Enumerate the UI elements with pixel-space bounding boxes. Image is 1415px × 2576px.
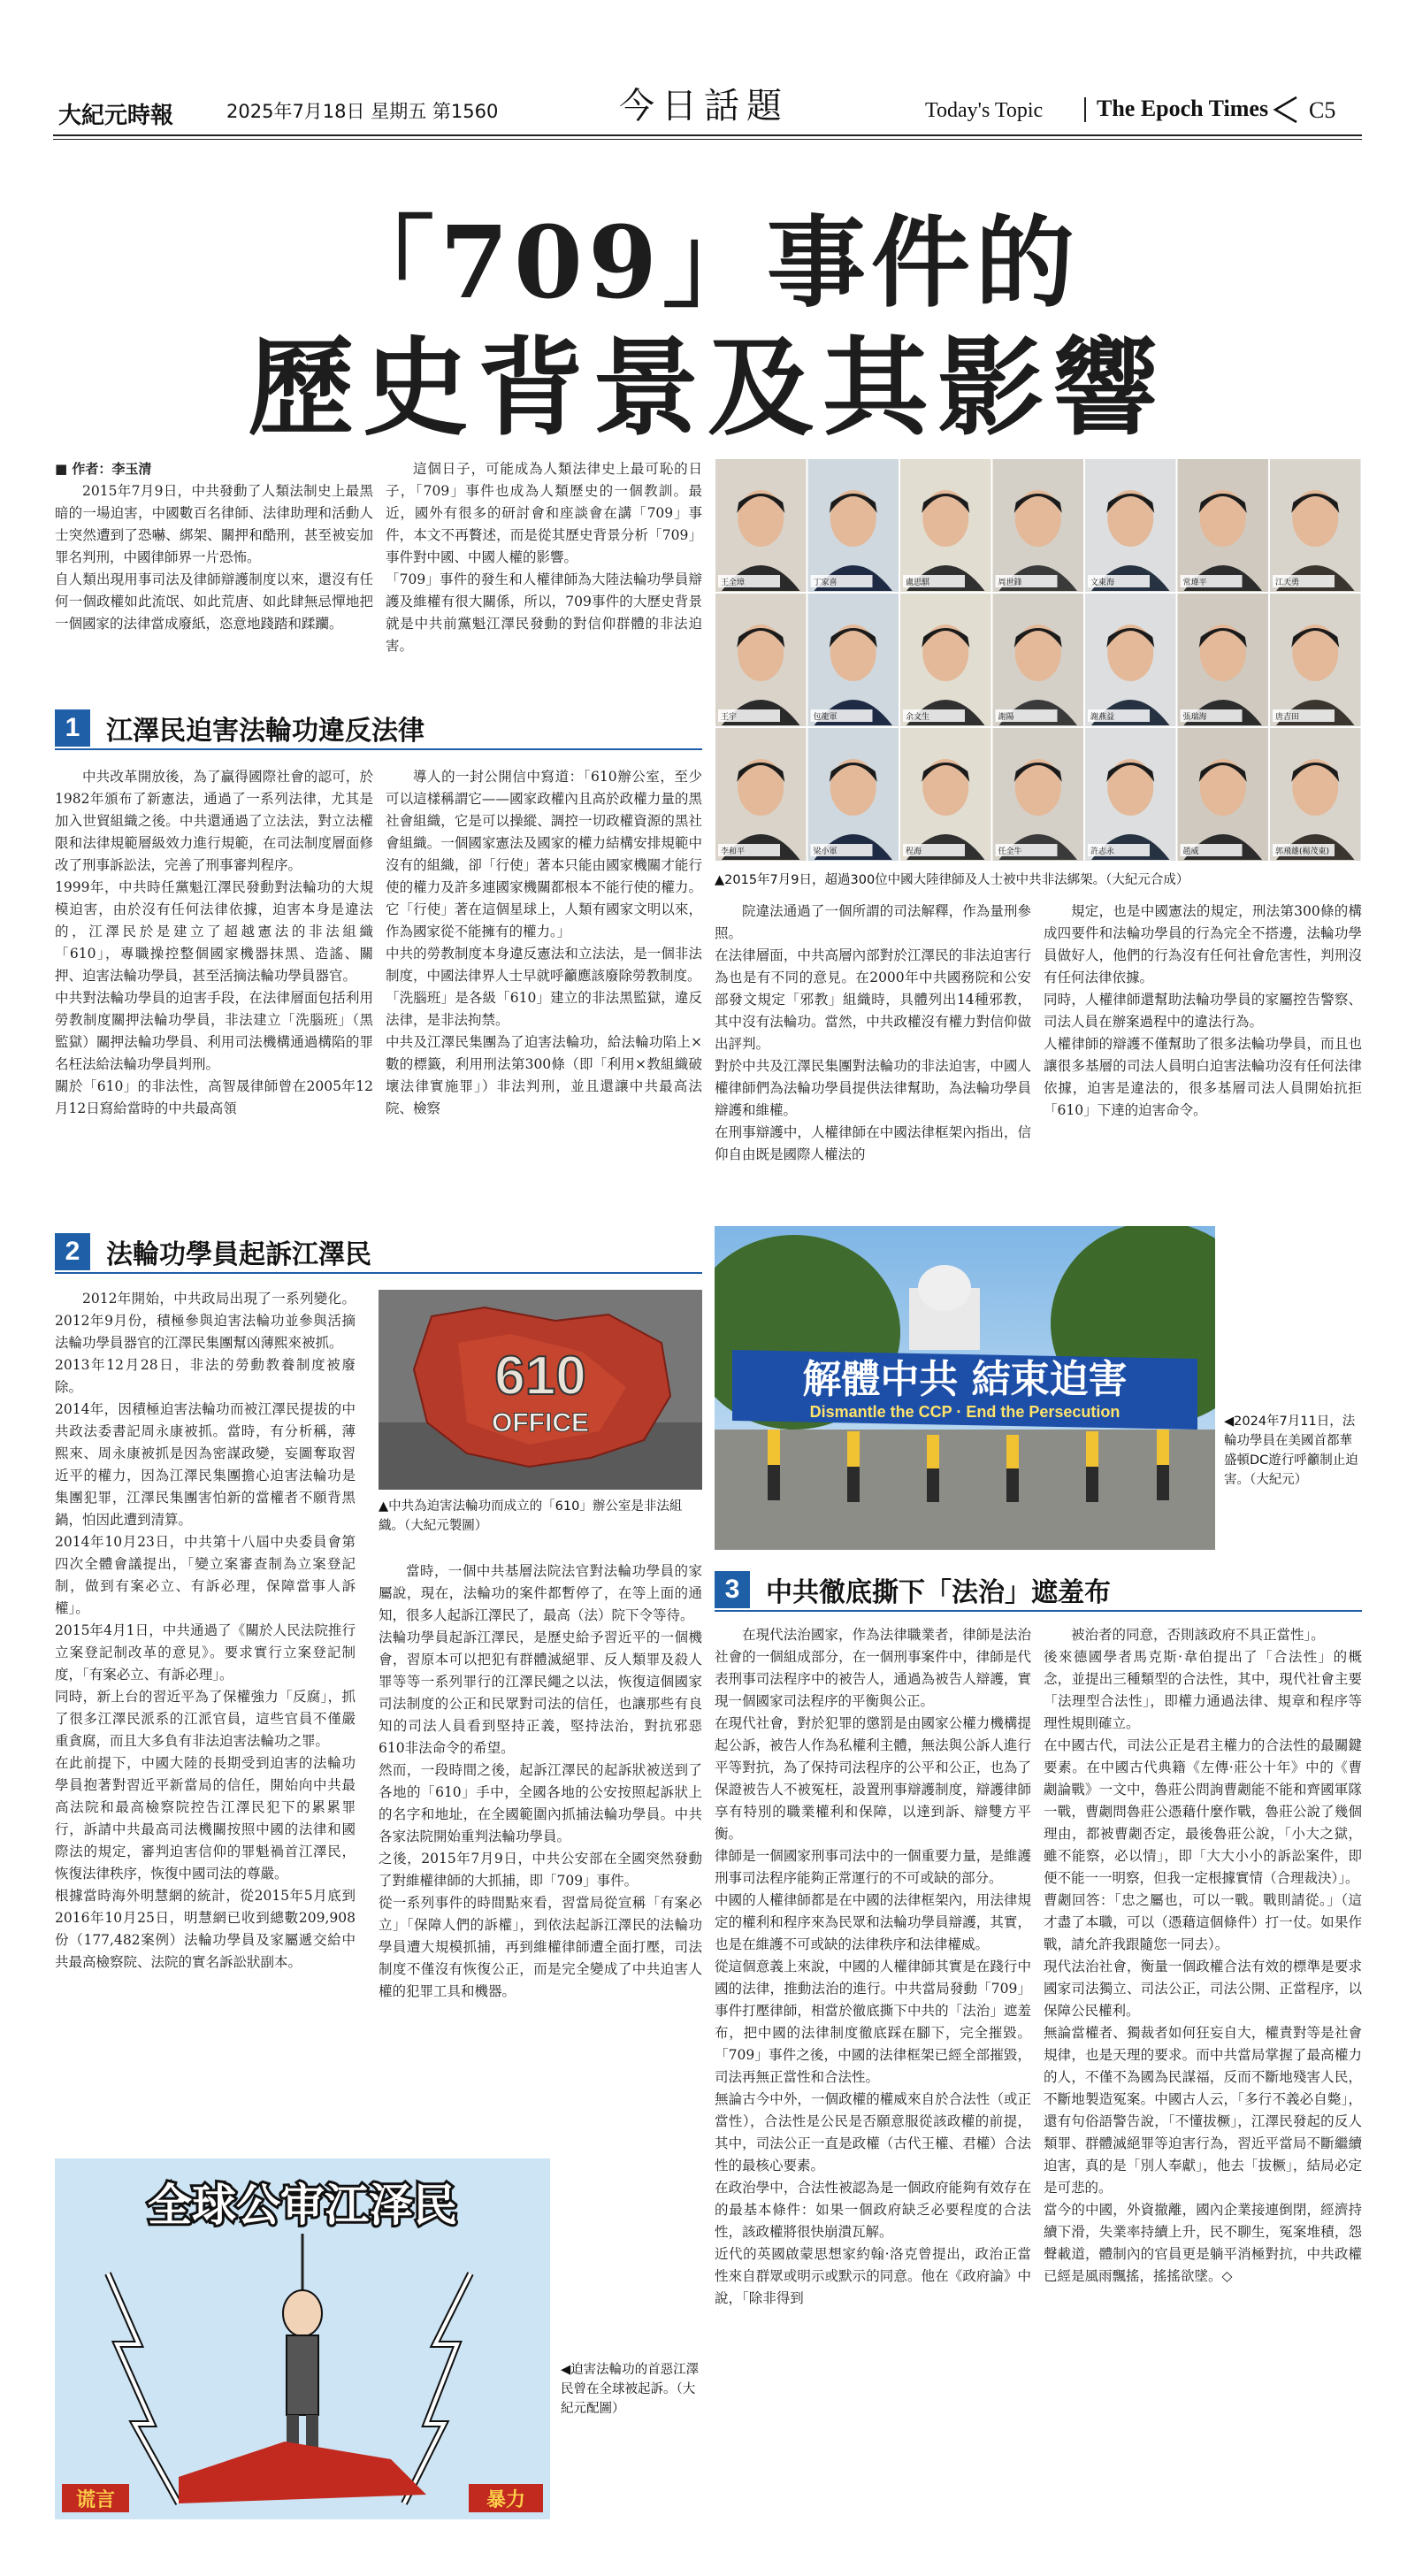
headline-line1: 「709」事件的 [335, 205, 1080, 321]
section1-text-2: 導人的一封公開信中寫道：「610辦公室，至少可以這樣稱謂它——國家政權內且高於政權力量的黑社會組織，它是可以操縱、調控一切政權資源的黑社會組織。一個國家憲法及國家的權力結構安排規範中沒有的組織，卻「行使」著本只能由國家機關才能行使的權力及許多連國家機關都根本不能行使的權力。它「行使」著在這個星球上，人類有國家文明以來，作為國家從不能擁有的權力。」 中共的勞教制度本身違反憲法和立法法，是一個非法制度，中國法律界人士早就呼籲應該廢除勞教制度。 「洗腦班」是各級「610」建立的非法黑監獄，違反法律，是非法拘禁。 中共及江澤民集團為了迫害法輪功，給法輪功陷上×數的標籤，利用刑法第300條（即「利用×教組織破壞法律實施罪」）非法判刑，並且還讓中共最高法院、檢察 [386, 769, 702, 1116]
section1-col4 [1044, 901, 1362, 1122]
portrait-2 [808, 459, 899, 592]
section1-text-4: 規定，也是中國憲法的規定，刑法第300條的構成四要件和法輪功學員的行為完全不搭邊，法輪功學員做好人，他們的行為沒有任何社會危害性，判刑沒有任何法律依據。 同時，人權律師還幫助法輪功學員的家屬控告警察、司法人員在辦案過程中的違法行為。 人權律師的辯護不僅幫助了很多法輪功學員，而且也讓很多基層的司法人員明白迫害法輪功沒有任何法律依據，迫害是違法的，很多基層司法人員開始抗拒「610」下達的迫害命令。 [1044, 903, 1362, 1118]
trial-cartoon [55, 2158, 550, 2519]
section3-col1 [715, 1624, 1031, 2310]
portrait-14 [1270, 594, 1361, 726]
section3-number: 3 [715, 1571, 750, 1608]
section3-header [715, 1569, 1362, 1612]
portrait-name: 張瑞海 [1182, 713, 1207, 722]
intro-text-2: 這個日子，可能成為人類法律史上最可恥的日子，「709」事件也成為人類歷史的一個教訓。最近，國外有很多的研討會和座談會在講「709」事件，本文不再贅述，而是從其歷史背景分析「709」事件對中國、中國人權的影響。 「709」事件的發生和人權律師為大陸法輪功學員辯護及維權有很大關係，所以，709事件的大歷史背景就是中共前黨魁江澤民發動的對信仰群體的非法迫害。 [386, 461, 702, 654]
section3-text-1: 在現代法治國家，作為法律職業者，律師是法治社會的一個組成部分，在一個刑事案件中，律師是代表刑事司法程序中的被告人，通過為被告人辯護，實現一個國家司法程序的平衡與公正。 在現代社會，對於犯罪的懲罰是由國家公權力機構提起公訴，被告人作為私權利主體，無法與公訴人進行平等對抗，為了保持司法程序的公平和公正，也為了保證被告人不被冤枉，設置刑事辯護制度，辯護律師享有特別的職業權利和保障，以達到訴、辯雙方平衡。 律師是一個國家刑事司法中的一個重要力量，是維護刑事司法程序能夠正常運行的不可或缺的部分。 中國的人權律師都是在中國的法律框架內，用法律規定的權利和程序來為民眾和法輪功學員辯護，其實，也是在維護不可或缺的法律秩序和法律權威。 從這個意義上來說，中國的人權律師其實是在踐行中國的法律，推動法治的進行。中共當局發動「709」事件打壓律師，相當於徹底撕下中共的「法治」遮羞布，把中國的法律制度徹底踩在腳下，完全摧毀。「709」事件之後，中國的法律框架已經全部摧毀，司法再無正當性和合法性。 無論古今中外，一個政權的權威來自於合法性（或正當性），合法性是公民是否願意服從該政權的前提，其中，司法公正一直是政權（古代王權、君權）合法性的最核心要素。 在政治學中，合法性被認為是一個政府能夠有效存在的最基本條件：如果一個政府缺乏必要程度的合法性，該政權將很快崩潰瓦解。 近代的英國啟蒙思想家約翰·洛克曾提出，政治正當性來自群眾或明示或默示的同意。他在《政府論》中說，「除非得到 [715, 1627, 1031, 2306]
lawyers-photo-grid [715, 458, 1362, 863]
section3-col2 [1044, 1624, 1362, 2288]
parade-banner-text: 解體中共 結束迫害 [802, 1357, 1128, 1402]
portrait-21 [1270, 728, 1361, 861]
portrait-1 [715, 459, 807, 592]
portrait-name: 程海 [906, 847, 922, 856]
lawyers-portraits [715, 458, 1362, 863]
section1-col2 [386, 766, 702, 1120]
office-610-image [379, 1290, 702, 1490]
portrait-4 [993, 459, 1084, 592]
portrait-15 [715, 728, 807, 861]
parade-photo [715, 1226, 1215, 1550]
portrait-name: 丁家喜 [813, 579, 838, 587]
section1-title: 江澤民迫害法輪功違反法律 [106, 716, 424, 747]
cartoon-headline: 全球公审江泽民 [148, 2180, 457, 2231]
portrait-9 [808, 594, 899, 726]
section2-header [55, 1231, 702, 1274]
portrait-name: 余文生 [906, 713, 930, 722]
page-number: C5 [1309, 97, 1336, 123]
intro-col2 [386, 458, 702, 657]
author-byline: ■ 作者：李玉清 [55, 461, 152, 477]
cartoon-label-left: 谎言 [75, 2489, 116, 2511]
chevron-left-icon [1270, 94, 1300, 129]
portrait-name: 許志永 [1090, 847, 1115, 856]
cartoon-caption: ◀迫害法輪功的首惡江澤民曾在全球被起訴。（大紀元配圖） [561, 2363, 700, 2416]
section2-text-1: 2012年開始，中共政局出現了一系列變化。2012年9月份，積極參與迫害法輪功並參與活摘法輪功學員器官的江澤民集團幫凶薄熙來被抓。 2013年12月28日，非法的勞動教養制度被廢除。 2014年，因積極迫害法輪功而被江澤民提拔的中共政法委書記周永康被抓。當時，有分析稱，薄熙來、周永康被抓是因為密謀政變，妄圖奪取習近平的權力，因為江澤民集團擔心迫害法輪功是集團犯罪，江澤民集團害怕新的當權者不願背黑鍋，怕因此遭到清算。 2014年10月23日，中共第十八屆中央委員會第四次全體會議提出，「變立案審查制為立案登記制，做到有案必立、有訴必理，保障當事人訴權」。 2015年4月1日，中共通過了《關於人民法院推行立案登記制改革的意見》。要求實行立案登記制度，「有案必立、有訴必理」。 同時，新上台的習近平為了保權強力「反腐」，抓了很多江澤民派系的江派官員，這些官員不僅嚴重貪腐，而且大多負有非法迫害法輪功之罪。 在此前提下，中國大陸的長期受到迫害的法輪功學員抱著對習近平新當局的信任，開始向中共最高法院和最高檢察院控告江澤民犯下的累累罪行，訴請中共最高司法機關按照中國的法律和國際法的規定，審判迫害信仰的罪魁禍首江澤民，恢復法律秩序，恢復中國司法的尊嚴。 根據當時海外明慧網的統計，從2015年5月底到2016年10月25日，明慧網已收到總數209,908份（177,482案例）法輪功學員及家屬遞交給中共最高檢察院、法院的實名訴訟狀副本。 [55, 1291, 356, 1970]
portrait-8 [715, 594, 807, 726]
headline-line2: 歷史背景及其影響 [248, 326, 1167, 450]
section2-col2 [379, 1560, 702, 2003]
section1-number: 1 [55, 709, 90, 747]
portrait-name: 盧思騏 [906, 579, 930, 587]
paper-name: 大紀元時報 [58, 103, 174, 129]
portrait-6 [1178, 459, 1269, 592]
portrait-name: 梁小軍 [813, 847, 838, 856]
portrait-name: 任全牛 [998, 847, 1022, 856]
portrait-name: 謝陽 [998, 713, 1014, 722]
portrait-name: 謝燕益 [1090, 713, 1115, 722]
portrait-name: 常瑋平 [1182, 579, 1207, 587]
section1-text-1: 中共改革開放後，為了贏得國際社會的認可，於1982年頒布了新憲法，通過了一系列法律，尤其是加入世貿組織之後。中共還通過了立法法，對立法權限和法律規範層級效力進行規範，在司法制度層面修改了刑事訴訟法，完善了刑事審判程序。 1999年，中共時任黨魁江澤民發動對法輪功的大規模迫害，由於沒有任何法律依據，迫害本身是違法的，江澤民於是建立了超越憲法的非法組織「610」，專職操控整個國家機器抹黑、造謠、關押、迫害法輪功學員，甚至活摘法輪功學員器官。 中共對法輪功學員的迫害手段，在法律層面包括利用勞教制度關押法輪功學員，非法建立「洗腦班」（黑監獄）關押法輪功學員、利用司法機構通過構陷的罪名枉法給法輪功學員判刑。 關於「610」的非法性，高智晟律師曾在2005年12月12日寫給當時的中共最高領 [55, 769, 373, 1116]
masthead-divider [1084, 97, 1086, 122]
portrait-16 [808, 728, 899, 861]
section-label: 今日話題 [619, 86, 789, 126]
masthead-rule-thin [53, 139, 1362, 140]
section1-header [55, 708, 702, 750]
section1-text-3: 院違法通過了一個所謂的司法解釋，作為量刑參照。 在法律層面，中共高層內部對於江澤民的非法迫害行為也是有不同的意見。在2000年中共國務院和公安部發文規定「邪教」組織時，具體列出14種邪教，其中沒有法輪功。當然，中共政權沒有權力對信仰做出評判。 對於中共及江澤民集團對法輪功的非法迫害，中國人權律師們為法輪功學員提供法律幫助，為法輪功學員辯護和維權。 在刑事辯護中，人權律師在中國法律框架內指出，信仰自由既是國際人權法的 [715, 903, 1031, 1162]
sign-610: 610 [494, 1346, 586, 1407]
section3-text-2: 被治者的同意，否則該政府不具正當性」。 後來德國學者馬克斯·韋伯提出了「合法性」的概念，並提出三種類型的合法性，其中，現代社會主要「法理型合法性」，即權力通過法律、規章和程序等理性規則確立。 在中國古代，司法公正是君主權力的合法性的最關鍵要素。在中國古代典籍《左傳·莊公十年》中的《曹劌論戰》一文中，魯莊公問詢曹劌能不能和齊國軍隊一戰，曹劌問魯莊公憑藉什麼作戰，魯莊公說了幾個理由，都被曹劌否定，最後魯莊公說，「小大之獄，雖不能察，必以情」，即「大大小小的訴訟案件，即便不能一一明察，但我一定根據實情（合理裁決）」。 曹劌回答：「忠之屬也，可以一戰。戰則請從。」（這才盡了本職，可以（憑藉這個條件）打一仗。如果作戰，請允許我跟隨您一同去）。 現代法治社會，衡量一個政權合法有效的標準是要求國家司法獨立、司法公正，司法公開、正當程序，以保障公民權利。 無論當權者、獨裁者如何狂妄自大，權責對等是社會規律，也是天理的要求。而中共當局掌握了最高權力的人，不僅不為國為民謀福，反而不斷地殘害人民，不斷地製造冤案。中國古人云，「多行不義必自斃」，還有句俗語警告說，「不懂拔橛」，江澤民發起的反人類罪、群體滅絕罪等迫害行為，習近平當局不斷繼續迫害，真的是「別人奉獻」，他去「拔橛」，結局必定是可悲的。 當今的中國，外資撤離，國內企業接連倒閉，經濟持續下滑，失業率持續上升，民不聊生，冤案堆積，怨聲載道，體制內的官員更是躺平消極對抗，中共政權已經是風雨飄搖，搖搖欲墜。◇ [1044, 1627, 1362, 2284]
section2-title: 法輪功學員起訴江澤民 [106, 1239, 371, 1270]
portrait-7 [1270, 459, 1361, 592]
office-610-caption: ▲中共為迫害法輪功而成立的「610」辦公室是非法組織。（大紀元製圖） [379, 1499, 683, 1533]
issue-date: 2025年7月18日 星期五 第1560 [226, 101, 499, 122]
cartoon-label-right: 暴力 [486, 2489, 526, 2511]
portrait-5 [1085, 459, 1176, 592]
parade-banner-sub: Dismantle the CCP · End the Persecution [809, 1403, 1121, 1421]
masthead-rule [53, 134, 1362, 136]
portrait-name: 郭飛雄(楊茂東) [1275, 847, 1330, 856]
section2-number: 2 [55, 1233, 90, 1270]
portrait-11 [993, 594, 1084, 726]
portrait-17 [900, 728, 991, 861]
portrait-18 [993, 728, 1084, 861]
portrait-19 [1085, 728, 1176, 861]
portrait-name: 李和平 [721, 847, 746, 856]
portrait-name: 王全璋 [721, 579, 746, 587]
sign-office: OFFICE [492, 1408, 589, 1438]
portrait-name: 周世鋒 [998, 579, 1022, 587]
portrait-3 [900, 459, 991, 592]
portrait-13 [1178, 594, 1269, 726]
intro-col1 [55, 458, 373, 635]
parade-caption: ◀2024年7月11日，法輪功學員在美國首都華盛頓DC遊行呼籲制止迫害。（大紀元） [1224, 1414, 1358, 1487]
portrait-name: 文東海 [1090, 579, 1115, 587]
photo-grid-caption: ▲2015年7月9日，超過300位中國大陸律師及人士被中共非法綁架。（大紀元合成） [715, 873, 1189, 887]
portrait-name: 王宇 [721, 713, 738, 722]
portrait-name: 唐吉田 [1275, 713, 1300, 722]
brand-name: The Epoch Times [1097, 96, 1269, 121]
section3-title: 中共徹底撕下「法治」遮羞布 [766, 1577, 1111, 1608]
section2-col1 [55, 1288, 356, 1974]
portrait-name: 趙威 [1182, 847, 1199, 856]
masthead [0, 0, 1415, 152]
portrait-12 [1085, 594, 1176, 726]
section-label-en: Today's Topic [925, 99, 1044, 122]
portrait-10 [900, 594, 991, 726]
section1-col1 [55, 766, 373, 1120]
portrait-20 [1178, 728, 1269, 861]
intro-text-1: 2015年7月9日，中共發動了人類法制史上最黑暗的一場迫害，中國數百名律師、法律助理和活動人士突然遭到了恐嚇、綁架、關押和酷刑，甚至被妄加罪名判刑，中國律師界一片恐怖。 自人類出現用事司法及律師辯護制度以來，還沒有任何一個政權如此流氓、如此荒唐、如此肆無忌憚地把一個國家的法律當成廢紙，恣意地踐踏和蹂躪。 [55, 483, 373, 632]
portrait-name: 江天勇 [1275, 579, 1300, 587]
section1-col3 [715, 901, 1031, 1166]
headline-banner [55, 166, 1360, 448]
section2-text-2: 當時，一個中共基層法院法官對法輪功學員的家屬說，現在，法輪功的案件都暫停了，在等上面的通知，很多人起訴江澤民了，最高（法）院下令等待。 法輪功學員起訴江澤民，是歷史給予習近平的一個機會，習原本可以把犯有群體滅絕罪、反人類罪及殺人罪等等一系列罪行的江澤民繩之以法，恢復這個國家司法制度的公正和民眾對司法的信任，也讓那些有良知的司法人員看到堅持正義，堅持法治，對抗邪惡610非法命令的希望。 然而，一段時間之後，起訴江澤民的起訴狀被送到了各地的「610」手中，全國各地的公安按照起訴狀上的名字和地址，在全國範圍內抓捕法輪功學員。中共各家法院開始重判法輪功學員。 之後，2015年7月9日，中共公安部在全國突然發動了對維權律師的大抓捕，即「709」事件。 從一系列事件的時間點來看，習當局從宣稱「有案必立」「保障人們的訴權」，到依法起訴江澤民的法輪功學員遭大規模抓捕，再到維權律師遭全面打壓，司法制度不僅沒有恢復公正，而是完全變成了中共迫害人權的犯罪工具和機器。 [379, 1563, 702, 1999]
portrait-name: 包龍軍 [813, 713, 838, 722]
